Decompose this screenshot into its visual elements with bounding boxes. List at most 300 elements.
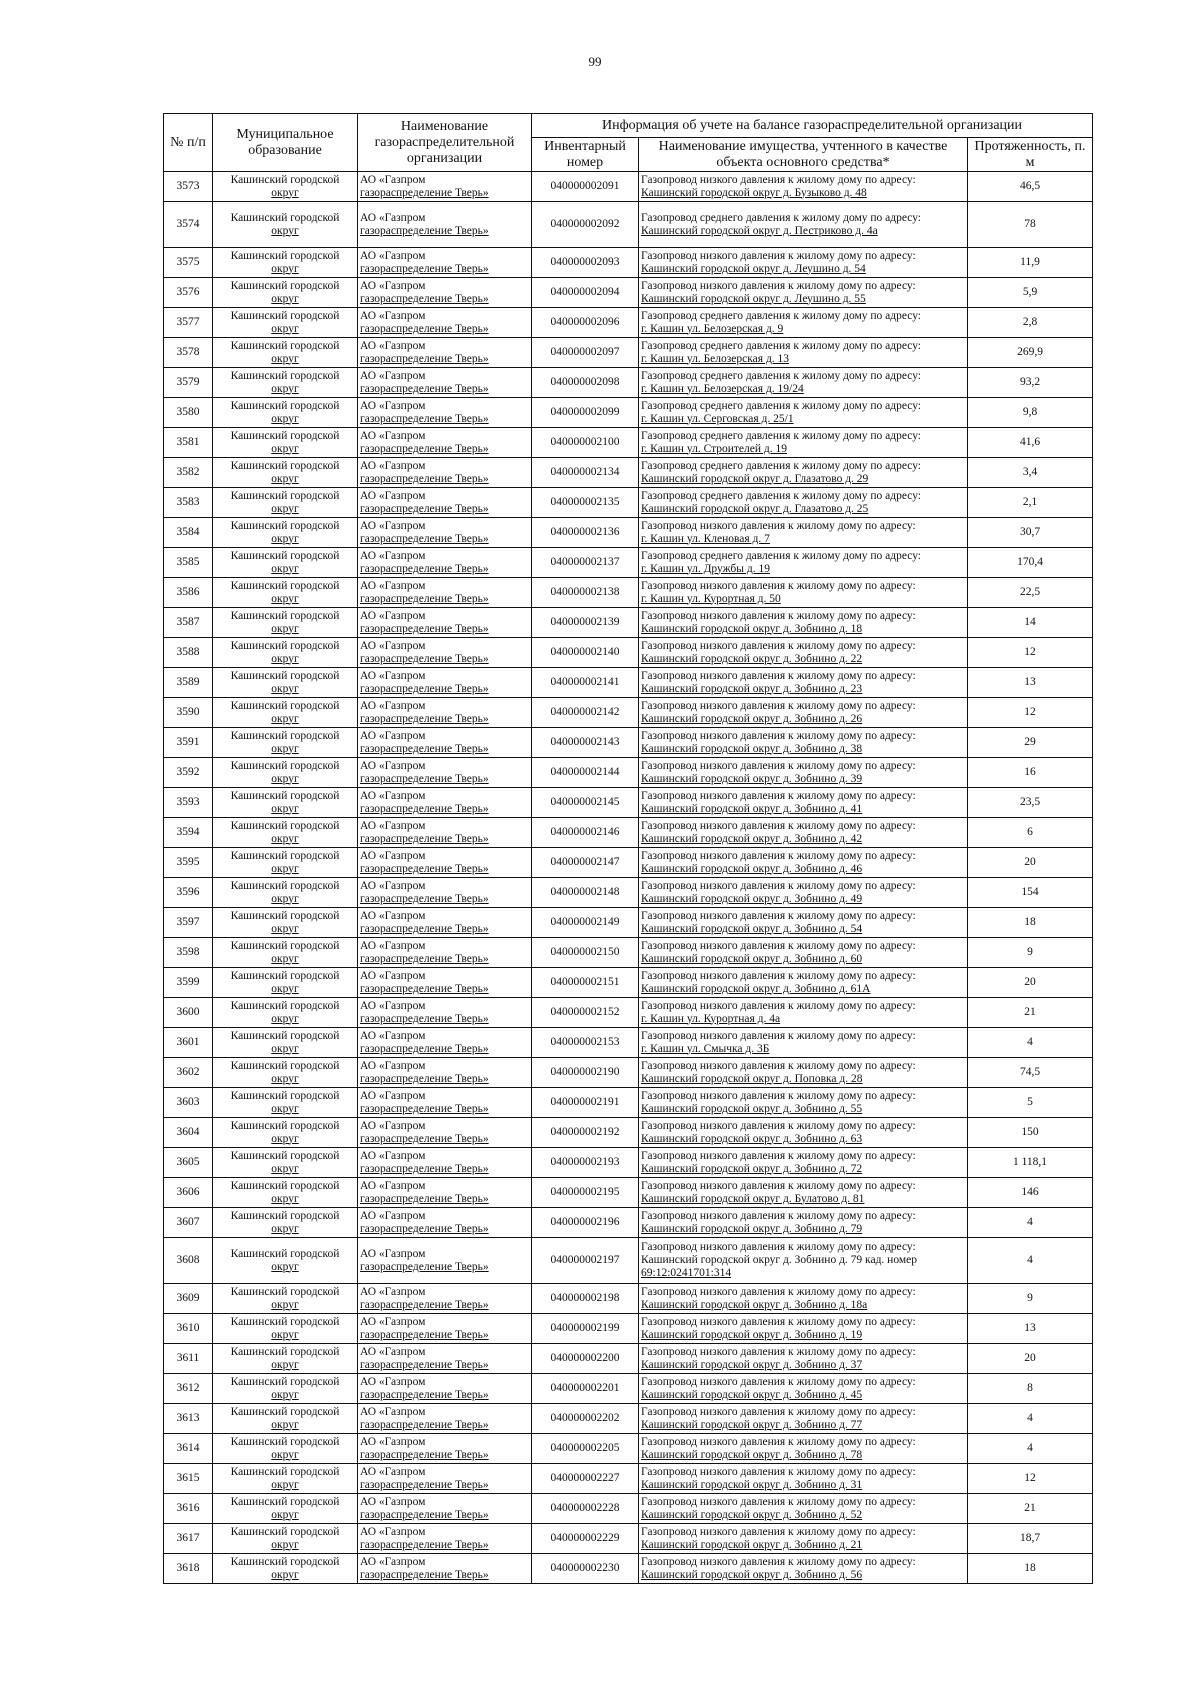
property-line: Кашинский городской округ д. Зобнино д. 52 [641,1508,863,1521]
organization-line: газораспределение Тверь» [360,472,489,485]
inventory-number: 040000002093 [550,256,620,268]
organization-cell [358,728,532,758]
table-row [164,1284,1093,1314]
row-number-cell [164,1314,213,1344]
municipality-line: округ [271,1072,299,1085]
length-cell [968,488,1093,518]
municipality-line: Кашинский городской [230,1119,340,1132]
length-value: 5 [1027,1096,1033,1108]
row-number-cell [164,938,213,968]
property-line: Газопровод низкого давления к жилому дому по адресу: [641,249,916,262]
municipality-line: округ [271,1012,299,1025]
length-value: 21 [1024,1502,1036,1514]
row-number-cell [164,1178,213,1208]
organization-cell [358,338,532,368]
municipality-cell [213,1088,358,1118]
length-cell [968,172,1093,202]
organization-line: газораспределение Тверь» [360,186,489,199]
row-number: 3606 [176,1186,200,1198]
municipality-line: округ [271,1102,299,1115]
organization-line: газораспределение Тверь» [360,224,489,237]
page-number: 99 [588,54,602,69]
inventory-cell [532,1284,639,1314]
property-cell [639,1088,968,1118]
row-number: 3603 [176,1096,200,1108]
organization-cell [358,1208,532,1238]
organization-cell [358,1344,532,1374]
row-number: 3599 [176,976,200,988]
property-line: Газопровод низкого давления к жилому дому по адресу: [641,1375,916,1388]
inventory-number: 040000002146 [550,826,620,838]
row-number: 3616 [176,1502,200,1514]
municipality-line: округ [271,682,299,695]
length-value: 4 [1027,1036,1033,1048]
inventory-cell [532,968,639,998]
organization-cell [358,278,532,308]
row-number-cell [164,398,213,428]
table-row [164,248,1093,278]
length-value: 78 [1024,218,1036,230]
municipality-line: Кашинский городской [230,909,340,922]
organization-cell [358,1404,532,1434]
municipality-line: Кашинский городской [230,309,340,322]
property-cell [639,1028,968,1058]
inventory-number: 040000002230 [550,1562,620,1574]
organization-cell [358,908,532,938]
row-number: 3612 [176,1382,200,1394]
property-line: Газопровод низкого давления к жилому дому по адресу: [641,669,916,682]
municipality-line: округ [271,322,299,335]
row-number-cell [164,668,213,698]
inventory-number: 040000002150 [550,946,620,958]
row-number: 3604 [176,1126,200,1138]
property-line: Газопровод низкого давления к жилому дому по адресу: [641,1059,916,1072]
inventory-cell [532,308,639,338]
length-value: 4 [1027,1254,1033,1266]
header-municipality: Муниципальное образование [213,114,358,172]
organization-line: газораспределение Тверь» [360,1192,489,1205]
length-value: 14 [1024,616,1036,628]
property-cell [639,1374,968,1404]
inventory-cell [532,1494,639,1524]
table-row [164,698,1093,728]
municipality-line: Кашинский городской [230,879,340,892]
property-cell [639,728,968,758]
municipality-cell [213,488,358,518]
property-line: г. Кашин ул. Белозерская д. 9 [641,322,784,335]
length-value: 20 [1024,1352,1036,1364]
organization-cell [358,518,532,548]
municipality-line: округ [271,1042,299,1055]
property-cell [639,638,968,668]
property-cell [639,608,968,638]
municipality-cell [213,202,358,248]
property-line: Газопровод низкого давления к жилому дому по адресу: [641,639,916,652]
municipality-cell [213,578,358,608]
municipality-cell [213,172,358,202]
municipality-cell [213,788,358,818]
municipality-line: округ [271,1538,299,1551]
inventory-cell [532,1554,639,1584]
inventory-number: 040000002190 [550,1066,620,1078]
table-row [164,578,1093,608]
inventory-cell [532,1208,639,1238]
property-line: Кашинский городской округ д. Зобнино д. 22 [641,652,863,665]
organization-line: газораспределение Тверь» [360,622,489,635]
municipality-cell [213,1148,358,1178]
organization-line: газораспределение Тверь» [360,262,489,275]
organization-cell [358,788,532,818]
organization-cell [358,398,532,428]
municipality-cell [213,1404,358,1434]
inventory-number: 040000002152 [550,1006,620,1018]
organization-line: газораспределение Тверь» [360,982,489,995]
inventory-cell [532,1028,639,1058]
municipality-line: округ [271,1222,299,1235]
row-number-cell [164,758,213,788]
inventory-cell [532,578,639,608]
organization-line: АО «Газпром [360,579,426,592]
organization-line: АО «Газпром [360,939,426,952]
municipality-cell [213,878,358,908]
municipality-line: округ [271,622,299,635]
property-line: Кашинский городской округ д. Глазатово д. 25 [641,502,869,515]
property-cell [639,1494,968,1524]
organization-cell [358,1434,532,1464]
property-cell [639,578,968,608]
municipality-cell [213,308,358,338]
municipality-line: Кашинский городской [230,939,340,952]
property-cell [639,818,968,848]
property-cell [639,968,968,998]
organization-cell [358,202,532,248]
inventory-cell [532,608,639,638]
organization-cell [358,1524,532,1554]
municipality-line: округ [271,1260,299,1273]
property-line: Газопровод среднего давления к жилому дому по адресу: [641,429,922,442]
municipality-line: Кашинский городской [230,211,340,224]
length-value: 21 [1024,1006,1036,1018]
municipality-line: округ [271,1448,299,1461]
table-row [164,338,1093,368]
property-line: г. Кашин ул. Серговская д. 25/1 [641,412,794,425]
inventory-number: 040000002099 [550,406,620,418]
inventory-number: 040000002139 [550,616,620,628]
inventory-number: 040000002228 [550,1502,620,1514]
property-cell [639,758,968,788]
property-line: Кашинский городской округ д. Леушино д. 55 [641,292,866,305]
table-row [164,278,1093,308]
municipality-line: округ [271,472,299,485]
property-line: Газопровод низкого давления к жилому дому по адресу: [641,1179,916,1192]
property-cell [639,488,968,518]
length-value: 9,8 [1022,406,1038,418]
organization-line: АО «Газпром [360,969,426,982]
municipality-line: Кашинский городской [230,759,340,772]
property-line: Кашинский городской округ д. Зобнино д. 39 [641,772,863,785]
row-number: 3594 [176,826,200,838]
property-line: Кашинский городской округ д. Зобнино д. 54 [641,922,863,935]
municipality-line: округ [271,502,299,515]
inventory-cell [532,998,639,1028]
municipality-cell [213,278,358,308]
organization-cell [358,1118,532,1148]
organization-line: АО «Газпром [360,759,426,772]
property-line: г. Кашин ул. Курортная д. 4а [641,1012,781,1025]
row-number: 3577 [176,316,200,328]
organization-line: АО «Газпром [360,1179,426,1192]
length-value: 12 [1024,706,1036,718]
organization-line: АО «Газпром [360,849,426,862]
organization-line: газораспределение Тверь» [360,292,489,305]
organization-cell [358,1554,532,1584]
row-number-cell [164,698,213,728]
organization-line: АО «Газпром [360,879,426,892]
length-cell [968,698,1093,728]
row-number: 3578 [176,346,200,358]
municipality-line: Кашинский городской [230,609,340,622]
organization-line: АО «Газпром [360,459,426,472]
municipality-line: округ [271,922,299,935]
table-row [164,878,1093,908]
organization-line: газораспределение Тверь» [360,772,489,785]
length-cell [968,1118,1093,1148]
table-row [164,668,1093,698]
inventory-number: 040000002134 [550,466,620,478]
municipality-cell [213,518,358,548]
property-line: Газопровод низкого давления к жилому дому по адресу: [641,1119,916,1132]
municipality-line: Кашинский городской [230,173,340,186]
organization-line: АО «Газпром [360,699,426,712]
length-cell [968,428,1093,458]
inventory-number: 040000002141 [550,676,620,688]
length-value: 18,7 [1019,1532,1041,1544]
property-line: Кашинский городской округ д. Зобнино д. 37 [641,1358,863,1371]
property-line: Газопровод низкого давления к жилому дому по адресу: [641,1149,916,1162]
row-number: 3574 [176,218,200,230]
inventory-number: 040000002192 [550,1126,620,1138]
municipality-line: Кашинский городской [230,1247,340,1260]
length-value: 18 [1024,1562,1036,1574]
municipality-line: Кашинский городской [230,249,340,262]
inventory-cell [532,368,639,398]
row-number: 3609 [176,1292,200,1304]
organization-line: АО «Газпром [360,1209,426,1222]
inventory-cell [532,338,639,368]
organization-cell [358,1464,532,1494]
length-value: 12 [1024,646,1036,658]
organization-line: газораспределение Тверь» [360,1448,489,1461]
property-cell [639,668,968,698]
municipality-line: округ [271,1132,299,1145]
municipality-cell [213,1554,358,1584]
table-row [164,638,1093,668]
municipality-line: Кашинский городской [230,969,340,982]
inventory-number: 040000002092 [550,218,620,230]
municipality-line: округ [271,532,299,545]
length-cell [968,518,1093,548]
property-line: Кашинский городской округ д. Глазатово д. 29 [641,472,869,485]
row-number: 3581 [176,436,200,448]
municipality-cell [213,548,358,578]
municipality-line: Кашинский городской [230,639,340,652]
inventory-cell [532,848,639,878]
inventory-cell [532,1148,639,1178]
length-value: 12 [1024,1472,1036,1484]
property-cell [639,308,968,338]
length-cell [968,1374,1093,1404]
row-number-cell [164,1148,213,1178]
table-row [164,1238,1093,1284]
organization-line: газораспределение Тверь» [360,1132,489,1145]
property-line: Кашинский городской округ д. Зобнино д. 63 [641,1132,863,1145]
row-number-cell [164,338,213,368]
header-property: Наименование имущества, учтенного в качестве объекта основного средства* [639,138,968,172]
property-cell [639,938,968,968]
organization-cell [358,818,532,848]
inventory-number: 040000002198 [550,1292,620,1304]
municipality-cell [213,608,358,638]
organization-line: АО «Газпром [360,429,426,442]
table-row [164,428,1093,458]
inventory-cell [532,938,639,968]
inventory-cell [532,818,639,848]
property-line: Газопровод низкого давления к жилому дому по адресу: [641,879,916,892]
length-cell [968,1088,1093,1118]
organization-line: АО «Газпром [360,1149,426,1162]
municipality-line: округ [271,1298,299,1311]
municipality-line: округ [271,1388,299,1401]
row-number-cell [164,1058,213,1088]
property-line: Кашинский городской округ д. Зобнино д. 78 [641,1448,863,1461]
organization-line: газораспределение Тверь» [360,802,489,815]
municipality-line: округ [271,952,299,965]
property-line: Газопровод среднего давления к жилому дому по адресу: [641,489,922,502]
property-line: Газопровод низкого давления к жилому дому по адресу: [641,1495,916,1508]
municipality-line: Кашинский городской [230,459,340,472]
organization-line: АО «Газпром [360,669,426,682]
length-value: 29 [1024,736,1036,748]
property-line: Газопровод низкого давления к жилому дому по адресу: [641,939,916,952]
organization-line: газораспределение Тверь» [360,682,489,695]
row-number-cell [164,848,213,878]
row-number-cell [164,1238,213,1284]
length-cell [968,1314,1093,1344]
municipality-cell [213,458,358,488]
property-cell [639,1434,968,1464]
length-value: 4 [1027,1216,1033,1228]
organization-line: АО «Газпром [360,519,426,532]
municipality-line: Кашинский городской [230,429,340,442]
municipality-line: округ [271,802,299,815]
inventory-number: 040000002201 [550,1382,620,1394]
inventory-cell [532,1344,639,1374]
organization-cell [358,698,532,728]
organization-line: газораспределение Тверь» [360,502,489,515]
organization-line: АО «Газпром [360,369,426,382]
municipality-line: округ [271,832,299,845]
row-number: 3593 [176,796,200,808]
municipality-cell [213,1284,358,1314]
municipality-line: Кашинский городской [230,1209,340,1222]
row-number-cell [164,308,213,338]
row-number-cell [164,248,213,278]
property-line: Газопровод низкого давления к жилому дому по адресу: [641,1089,916,1102]
organization-line: газораспределение Тверь» [360,1072,489,1085]
municipality-line: округ [271,1568,299,1581]
length-value: 154 [1021,886,1039,898]
organization-line: газораспределение Тверь» [360,352,489,365]
organization-line: газораспределение Тверь» [360,592,489,605]
inventory-number: 040000002197 [550,1254,620,1266]
row-number: 3592 [176,766,200,778]
row-number-cell [164,518,213,548]
organization-line: газораспределение Тверь» [360,922,489,935]
organization-cell [358,578,532,608]
row-number: 3617 [176,1532,200,1544]
property-line: Газопровод низкого давления к жилому дому по адресу: [641,1405,916,1418]
length-cell [968,728,1093,758]
length-cell [968,1404,1093,1434]
length-value: 2,1 [1022,496,1038,508]
table-row [164,908,1093,938]
length-cell [968,548,1093,578]
property-cell [639,1464,968,1494]
property-cell [639,1118,968,1148]
property-line: Газопровод низкого давления к жилому дому по адресу: [641,1435,916,1448]
municipality-line: округ [271,892,299,905]
inventory-number: 040000002205 [550,1442,620,1454]
municipality-cell [213,368,358,398]
organization-line: газораспределение Тверь» [360,1222,489,1235]
organization-cell [358,308,532,338]
inventory-cell [532,1088,639,1118]
municipality-line: Кашинский городской [230,819,340,832]
row-number-cell [164,1344,213,1374]
municipality-line: Кашинский городской [230,1089,340,1102]
municipality-cell [213,428,358,458]
row-number-cell [164,1088,213,1118]
table-body [164,172,1093,1584]
municipality-line: округ [271,1328,299,1341]
inventory-number: 040000002145 [550,796,620,808]
property-line: Кашинский городской округ д. Зобнино д. 79 кад. номер [641,1254,917,1266]
inventory-number: 040000002100 [550,436,620,448]
organization-line: газораспределение Тверь» [360,712,489,725]
inventory-cell [532,1464,639,1494]
inventory-cell [532,202,639,248]
organization-line: АО «Газпром [360,1247,426,1260]
municipality-line: Кашинский городской [230,1405,340,1418]
organization-line: АО «Газпром [360,819,426,832]
property-line: Кашинский городской округ д. Зобнино д. 19 [641,1328,863,1341]
table-row [164,488,1093,518]
organization-line: газораспределение Тверь» [360,442,489,455]
length-value: 22,5 [1019,586,1041,598]
municipality-line: Кашинский городской [230,1375,340,1388]
municipality-line: Кашинский городской [230,1149,340,1162]
municipality-cell [213,1374,358,1404]
property-line: Газопровод низкого давления к жилому дому по адресу: [641,1029,916,1042]
organization-cell [358,1088,532,1118]
municipality-line: Кашинский городской [230,849,340,862]
length-cell [968,968,1093,998]
row-number: 3607 [176,1216,200,1228]
municipality-line: Кашинский городской [230,1435,340,1448]
municipality-line: округ [271,186,299,199]
property-cell [639,1284,968,1314]
organization-line: АО «Газпром [360,309,426,322]
